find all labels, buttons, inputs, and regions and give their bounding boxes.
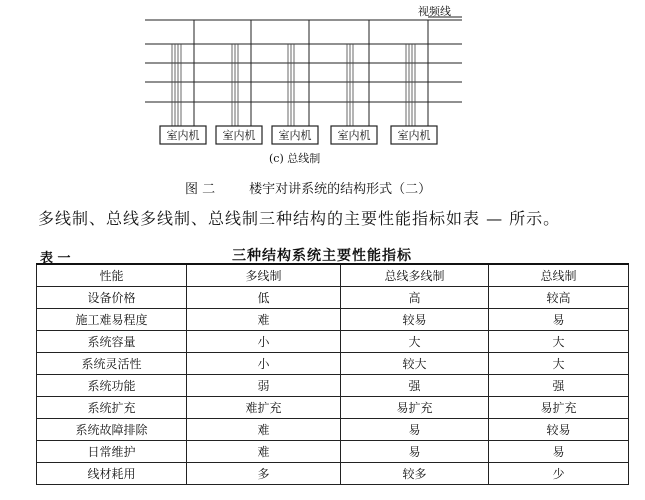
value-cell: 较大 xyxy=(341,353,489,375)
table-row xyxy=(37,309,629,331)
metric-cell: 系统故障排除 xyxy=(37,419,187,441)
metric-cell: 系统功能 xyxy=(37,375,187,397)
table-row xyxy=(37,419,629,441)
table-row xyxy=(37,463,629,485)
value-cell: 难 xyxy=(187,419,341,441)
indoor-unit-label: 室内机 xyxy=(337,129,371,142)
header-cell: 多线制 xyxy=(187,264,341,287)
value-cell: 较多 xyxy=(341,463,489,485)
metric-cell: 日常维护 xyxy=(37,441,187,463)
metric-cell: 线材耗用 xyxy=(37,463,187,485)
table-label: 表 一 xyxy=(40,251,71,266)
header-cell: 性能 xyxy=(37,264,187,287)
value-cell: 难扩充 xyxy=(187,397,341,419)
value-cell: 大 xyxy=(489,331,629,353)
figure-caption-text: 楼宇对讲系统的结构形式（二） xyxy=(249,182,432,197)
performance-table xyxy=(36,263,629,485)
indoor-unit-label: 室内机 xyxy=(397,129,431,142)
value-cell: 较易 xyxy=(489,419,629,441)
value-cell: 少 xyxy=(489,463,629,485)
indoor-unit-label: 室内机 xyxy=(222,129,256,142)
value-cell: 强 xyxy=(341,375,489,397)
metric-cell: 施工难易程度 xyxy=(37,309,187,331)
value-cell: 强 xyxy=(489,375,629,397)
table-row xyxy=(37,287,629,309)
value-cell: 大 xyxy=(489,353,629,375)
indoor-unit-label: 室内机 xyxy=(166,129,200,142)
value-cell: 高 xyxy=(341,287,489,309)
table-row xyxy=(37,353,629,375)
value-cell: 易 xyxy=(341,419,489,441)
value-cell: 多 xyxy=(187,463,341,485)
table-row xyxy=(37,375,629,397)
value-cell: 易 xyxy=(489,309,629,331)
value-cell: 难 xyxy=(187,309,341,331)
value-cell: 较易 xyxy=(341,309,489,331)
value-cell: 小 xyxy=(187,331,341,353)
table-body xyxy=(37,287,629,485)
value-cell: 弱 xyxy=(187,375,341,397)
value-cell: 较高 xyxy=(489,287,629,309)
value-cell: 易扩充 xyxy=(489,397,629,419)
table-row xyxy=(37,331,629,353)
metric-cell: 设备价格 xyxy=(37,287,187,309)
value-cell: 易 xyxy=(489,441,629,463)
indoor-units-layer xyxy=(160,17,462,144)
value-cell: 低 xyxy=(187,287,341,309)
value-cell: 易扩充 xyxy=(341,397,489,419)
metric-cell: 系统灵活性 xyxy=(37,353,187,375)
indoor-unit-label: 室内机 xyxy=(278,129,312,142)
value-cell: 大 xyxy=(341,331,489,353)
sub-caption: (c) 总线制 xyxy=(269,152,321,165)
video-line-label: 视频线 xyxy=(418,5,451,18)
value-cell: 小 xyxy=(187,353,341,375)
intro-paragraph: 多线制、总线多线制、总线制三种结构的主要性能指标如表 — 所示。 xyxy=(38,209,561,228)
table-row xyxy=(37,441,629,463)
table-title: 三种结构系统主要性能指标 xyxy=(232,248,412,264)
metric-cell: 系统容量 xyxy=(37,331,187,353)
metric-cell: 系统扩充 xyxy=(37,397,187,419)
table-row xyxy=(37,397,629,419)
figure-number: 图 二 xyxy=(185,182,216,197)
table-header-row xyxy=(37,264,629,287)
bus-lines xyxy=(145,20,462,102)
value-cell: 难 xyxy=(187,441,341,463)
bus-system-diagram xyxy=(0,0,645,165)
figure-caption xyxy=(185,178,431,197)
header-cell: 总线制 xyxy=(489,264,629,287)
value-cell: 易 xyxy=(341,441,489,463)
header-cell: 总线多线制 xyxy=(341,264,489,287)
